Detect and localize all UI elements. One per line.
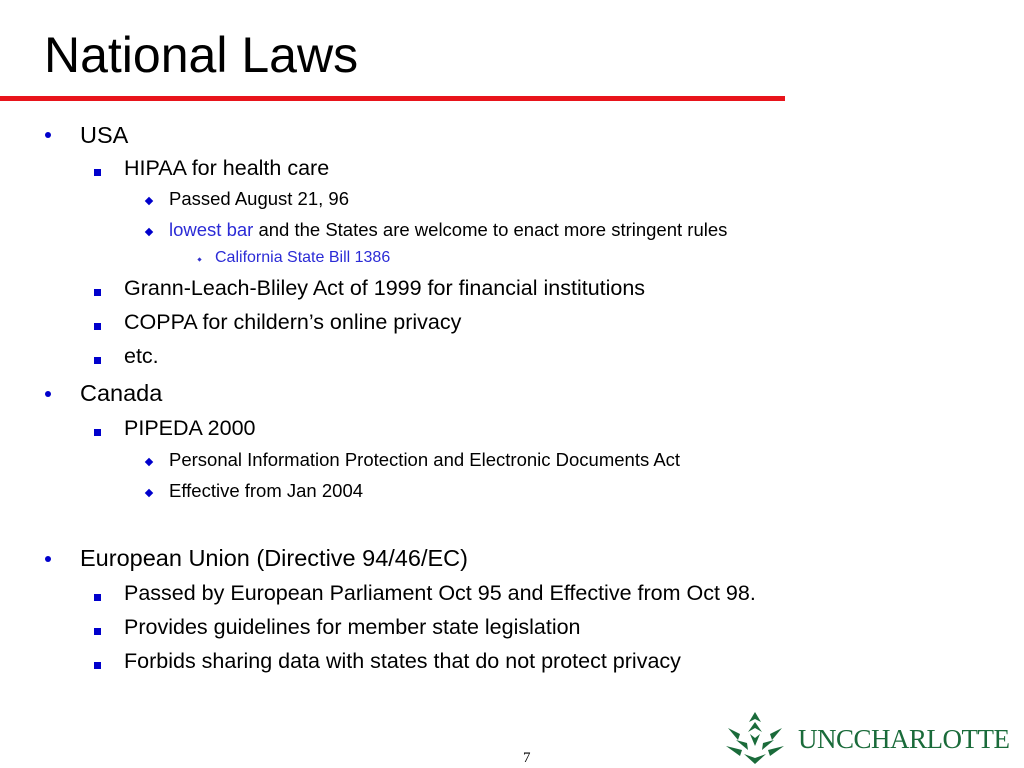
- bullet-dot-icon: [45, 132, 51, 138]
- bullet-hipaa-passed: Passed August 21, 96: [169, 188, 349, 209]
- lowest-bar-highlight: lowest bar: [169, 219, 254, 240]
- bullet-canada: Canada: [80, 380, 163, 406]
- bullet-diamond-icon: [145, 489, 153, 497]
- bullet-dot-icon: [45, 391, 51, 397]
- bullet-eu-guidelines: Provides guidelines for member state legislation: [124, 615, 581, 639]
- bullet-square-icon: [94, 662, 101, 669]
- bullet-eu-passed: Passed by European Parliament Oct 95 and Effective from Oct 98.: [124, 581, 756, 605]
- unc-charlotte-logo: [722, 710, 1010, 766]
- bullet-square-icon: [94, 357, 101, 364]
- bullet-square-icon: [94, 429, 101, 436]
- bullet-eu-forbids: Forbids sharing data with states that do not protect privacy: [124, 649, 681, 673]
- bullet-dot-icon: [45, 556, 51, 562]
- bullet-european-union: European Union (Directive 94/46/EC): [80, 545, 468, 571]
- title-divider: [0, 96, 785, 101]
- unc-charlotte-crown-logo-icon: [722, 710, 788, 766]
- bullet-usa: USA: [80, 122, 129, 148]
- logo-wordmark: UNCCHARLOTTE: [798, 724, 1010, 754]
- bullet-diamond-icon: [145, 197, 153, 205]
- bullet-coppa: COPPA for childern’s online privacy: [124, 310, 462, 334]
- bullet-etc: etc.: [124, 344, 159, 368]
- bullet-diamond-icon: [145, 458, 153, 466]
- bullet-square-icon: [94, 594, 101, 601]
- lowest-bar-rest: and the States are welcome to enact more stringent rules: [253, 219, 728, 240]
- bullet-pipeda-full-name: Personal Information Protection and Electronic Documents Act: [169, 449, 681, 470]
- bullet-california-bill: California State Bill 1386: [215, 249, 391, 266]
- bullet-pipeda-effective: Effective from Jan 2004: [169, 480, 364, 501]
- bullet-square-icon: [94, 323, 101, 330]
- bullet-glb-act: Grann-Leach-Bliley Act of 1999 for financial institutions: [124, 276, 646, 300]
- bullet-square-icon: [94, 169, 101, 176]
- bullet-small-diamond-icon: [197, 257, 201, 261]
- bullet-lowest-bar: [169, 219, 727, 241]
- bullet-diamond-icon: [145, 228, 153, 236]
- bullet-square-icon: [94, 628, 101, 635]
- bullet-square-icon: [94, 289, 101, 296]
- slide-title: National Laws: [44, 27, 359, 83]
- page-number: 7: [523, 750, 531, 766]
- bullet-hipaa: HIPAA for health care: [124, 156, 330, 180]
- bullet-pipeda: PIPEDA 2000: [124, 416, 256, 440]
